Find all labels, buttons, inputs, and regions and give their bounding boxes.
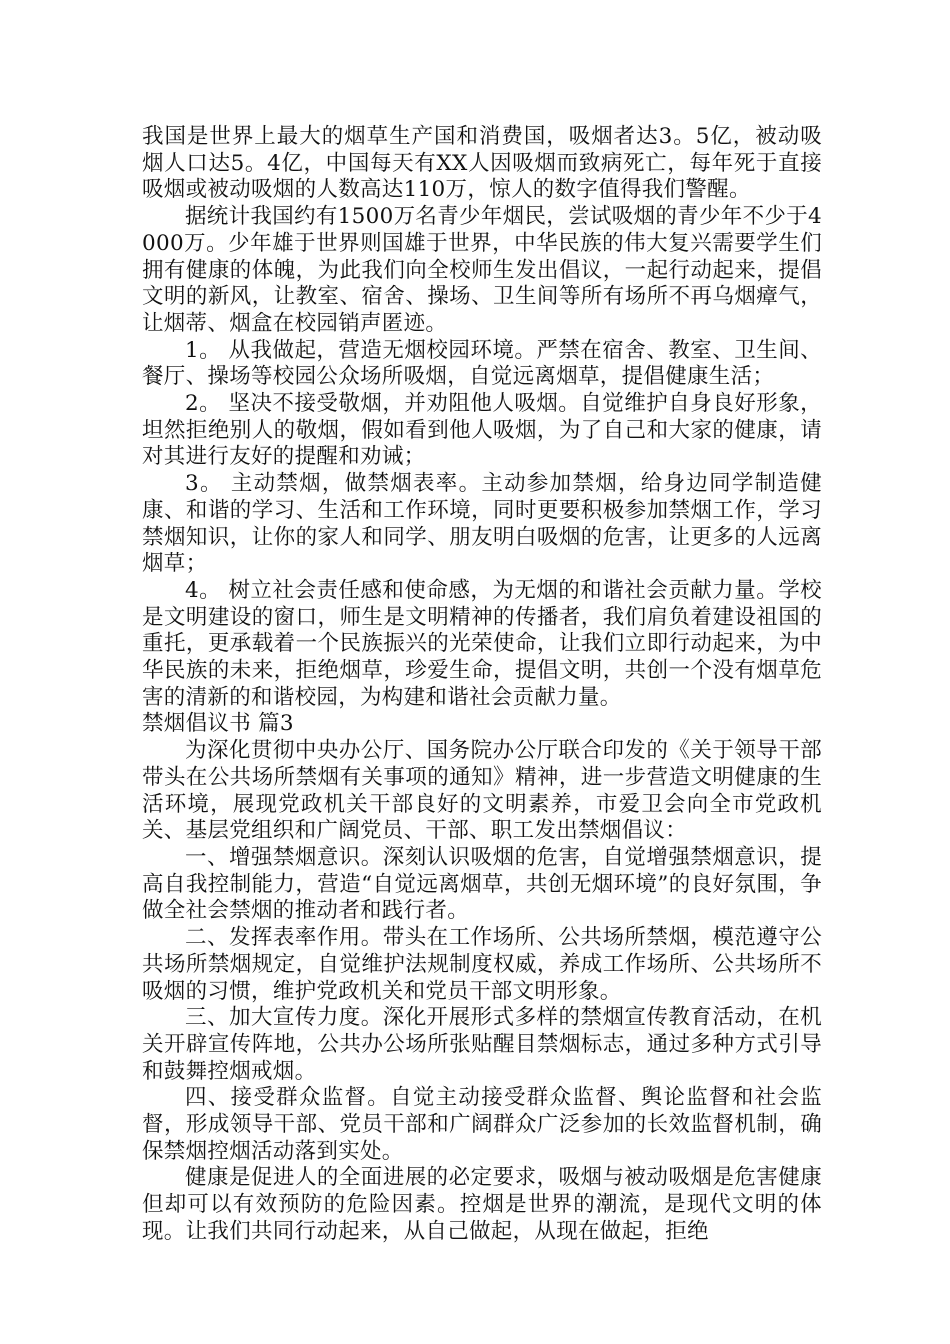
paragraph-item-4: 4。 树立社会责任感和使命感，为无烟的和谐社会贡献力量。学校是文明建设的窗口，师生是文明精神的传播者，我们肩负着建设祖国的重托，更承载着一个民族振兴的光荣使命，让我们立即行动起来，为中华民族的未来，拒绝烟草，珍爱生命，提倡文明，共创一个没有烟草危害的清新的和谐校园，为构建和谐社会贡献力量。 [142,577,822,710]
paragraph-point-1: 一、增强禁烟意识。深刻认识吸烟的危害，自觉增强禁烟意识，提高自我控制能力，营造“自觉远离烟草，共创无烟环境”的良好氛围，争做全社会禁烟的推动者和践行者。 [142,844,822,924]
document-body [142,124,822,1246]
paragraph-point-3: 三、加大宣传力度。深化开展形式多样的禁烟宣传教育活动，在机关开辟宣传阵地，公共办公场所张贴醒目禁烟标志，通过多种方式引导和鼓舞控烟戒烟。 [142,1005,822,1084]
section-heading: 禁烟倡议书 篇3 [142,711,294,737]
paragraph-point-2: 二、发挥表率作用。带头在工作场所、公共场所禁烟，模范遵守公共场所禁烟规定，自觉维护法规制度权威，养成工作场所、公共场所不吸烟的习惯，维护党政机关和党员干部文明形象。 [142,925,822,1004]
paragraph-teen-smokers: 据统计我国约有1500万名青少年烟民，尝试吸烟的青少年不少于4000万。少年雄于世界则国雄于世界，中华民族的伟大复兴需要学生们拥有健康的体魄，为此我们向全校师生发出倡议，一起行动起来，提倡文明的新风，让教室、宿舍、操场、卫生间等所有场所不再乌烟瘴气，让烟蒂、烟盒在校园销声匿迹。 [142,204,822,336]
paragraph-smoking-statistics: 我国是世界上最大的烟草生产国和消费国，吸烟者达3。5亿，被动吸烟人口达5。4亿，中国每天有XX人因吸烟而致病死亡，每年死于直接吸烟或被动吸烟的人数高达110万，惊人的数字值得我们警醒。 [142,124,822,203]
paragraph-conclusion: 健康是促进人的全面进展的必定要求，吸烟与被动吸烟是危害健康但却可以有效预防的危险因素。控烟是世界的潮流，是现代文明的体现。让我们共同行动起来，从自己做起，从现在做起，拒绝 [142,1165,822,1244]
paragraph-item-2: 2。 坚决不接受敬烟，并劝阻他人吸烟。自觉维护自身良好形象，坦然拒绝别人的敬烟，假如看到他人吸烟，为了自己和大家的健康，请对其进行友好的提醒和劝诫； [142,391,822,470]
paragraph-item-1: 1。 从我做起，营造无烟校园环境。严禁在宿舍、教室、卫生间、餐厅、操场等校园公众场所吸烟，自觉远离烟草，提倡健康生活； [142,337,822,390]
paragraph-intro-proposal: 为深化贯彻中央办公厅、国务院办公厅联合印发的《关于领导干部带头在公共场所禁烟有关事项的通知》精神，进一步营造文明健康的生活环境，展现党政机关干部良好的文明素养，市爱卫会向全市党政机关、基层党组织和广阔党员、干部、职工发出禁烟倡议： [142,738,822,844]
paragraph-point-4: 四、接受群众监督。自觉主动接受群众监督、舆论监督和社会监督，形成领导干部、党员干部和广阔群众广泛参加的长效监督机制，确保禁烟控烟活动落到实处。 [142,1085,822,1164]
paragraph-item-3: 3。 主动禁烟，做禁烟表率。主动参加禁烟，给身边同学制造健康、和谐的学习、生活和工作环境，同时更要积极参加禁烟工作，学习禁烟知识，让你的家人和同学、朋友明白吸烟的危害，让更多的人远离烟草； [142,471,822,577]
